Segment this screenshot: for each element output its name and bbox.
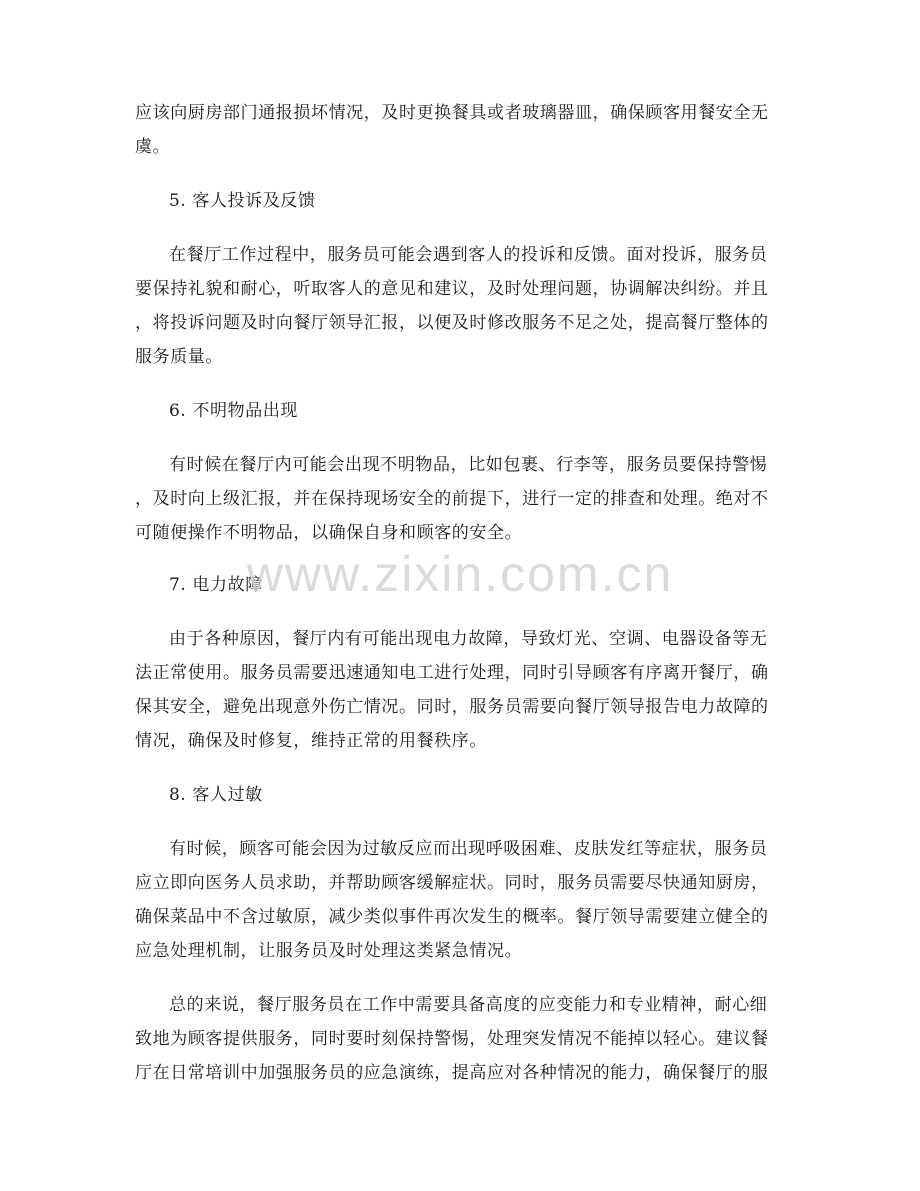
text-line: 总的来说，餐厅服务员在工作中需要具备高度的应变能力和专业精神，耐心细 [169, 995, 768, 1015]
paragraph-allergy [135, 832, 785, 968]
paragraph-unknown-items [135, 448, 785, 550]
text-line: 致地为顾客提供服务，同时要时刻保持警惕，处理突发情况不能掉以轻心。建议餐 [135, 1029, 769, 1049]
text-line: 有时候在餐厅内可能会出现不明物品，比如包裹、行李等，服务员要保持警惕 [169, 455, 768, 475]
text-line: 服务质量。 [135, 347, 223, 367]
text-line: 要保持礼貌和耐心，听取客人的意见和建议，及时处理问题，协调解决纠纷。并且 [135, 279, 769, 299]
text-line: 法正常使用。服务员需要迅速通知电工进行处理，同时引导顾客有序离开餐厅，确 [135, 663, 769, 683]
text-line: 虞。 [135, 137, 171, 157]
paragraph-power-failure [135, 622, 785, 758]
text-line: 情况，确保及时修复，维持正常的用餐秩序。 [135, 731, 487, 751]
text-line: 确保菜品中不含过敏原，减少类似事件再次发生的概率。餐厅领导需要建立健全的 [135, 907, 769, 927]
text-line: ，及时向上级汇报，并在保持现场安全的前提下，进行一定的排查和处理。绝对不 [135, 489, 769, 509]
section-heading-5: 5. 客人投诉及反馈 [169, 191, 316, 211]
text-line: 应急处理机制，让服务员及时处理这类紧急情况。 [135, 941, 523, 961]
text-line: 可随便操作不明物品，以确保自身和顾客的安全。 [135, 523, 523, 543]
text-line: 在餐厅工作过程中，服务员可能会遇到客人的投诉和反馈。面对投诉，服务员 [169, 245, 768, 265]
text-line: 有时候，顾客可能会因为过敏反应而出现呼吸困难、皮肤发红等症状，服务员 [169, 839, 768, 859]
section-heading-6: 6. 不明物品出现 [169, 401, 299, 421]
section-heading-7: 7. 电力故障 [169, 575, 263, 595]
paragraph-summary [135, 988, 785, 1090]
document-page [135, 96, 785, 1090]
text-line: 应该向厨房部门通报损坏情况，及时更换餐具或者玻璃器皿，确保顾客用餐安全无 [135, 103, 769, 123]
text-line: 厅在日常培训中加强服务员的应急演练，提高应对各种情况的能力，确保餐厅的服 [135, 1063, 769, 1083]
text-line: 应立即向医务人员求助，并帮助顾客缓解症状。同时，服务员需要尽快通知厨房， [135, 873, 769, 893]
text-line: ，将投诉问题及时向餐厅领导汇报，以便及时修改服务不足之处，提高餐厅整体的 [135, 313, 769, 333]
paragraph-continuation [135, 96, 785, 164]
watermark: www.zixin.com.cn [246, 546, 674, 602]
paragraph-complaints [135, 238, 785, 374]
text-line: 由于各种原因，餐厅内有可能出现电力故障，导致灯光、空调、电器设备等无 [169, 629, 768, 649]
text-line: 保其安全，避免出现意外伤亡情况。同时，服务员需要向餐厅领导报告电力故障的 [135, 697, 769, 717]
section-heading-8: 8. 客人过敏 [169, 785, 263, 805]
